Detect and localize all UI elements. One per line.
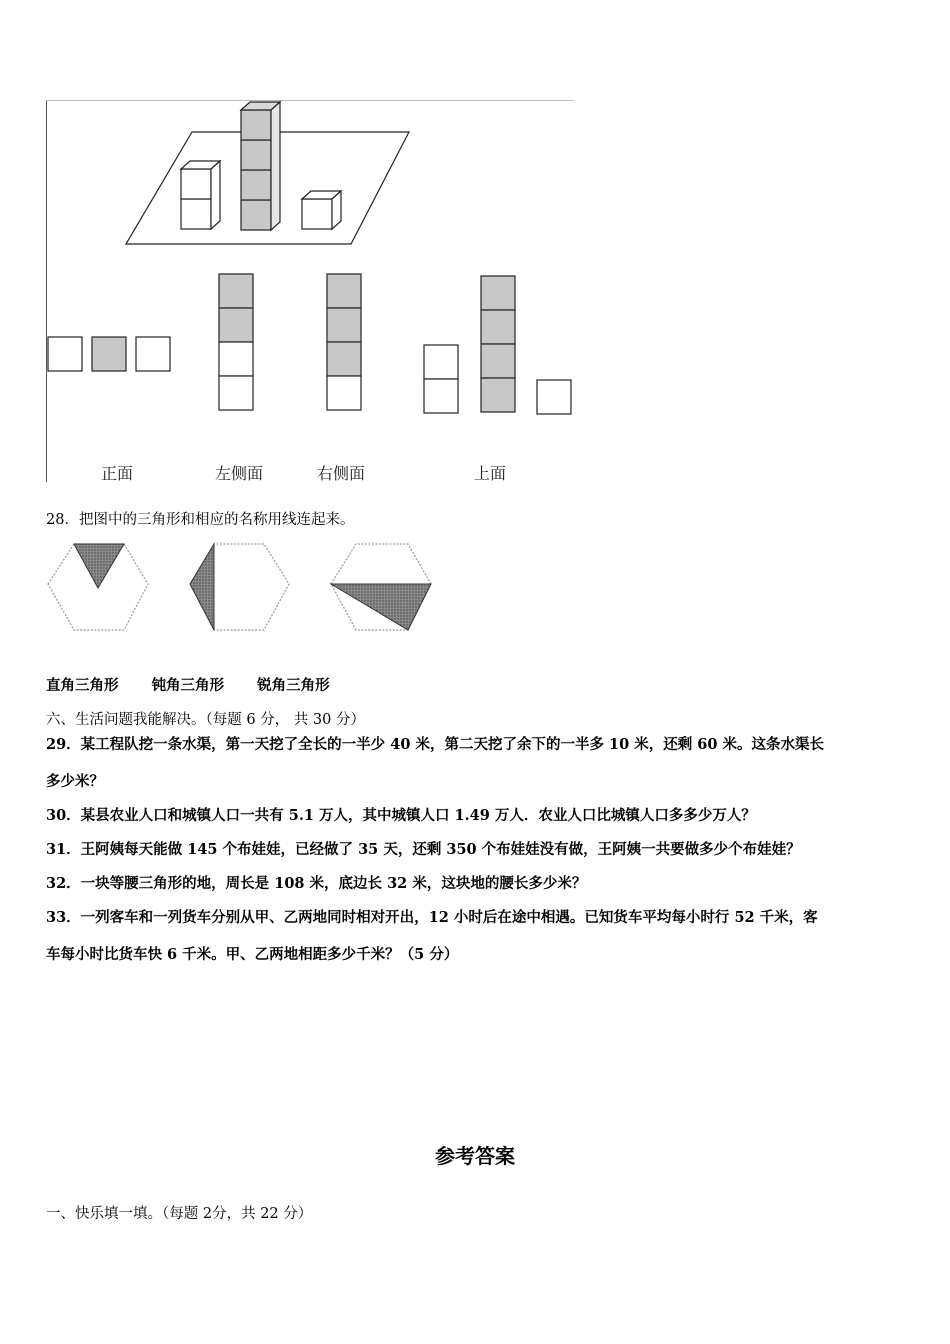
q28-text: 28．把图中的三角形和相应的名称用线连起来。 [46, 512, 355, 528]
name-acute-triangle: 锐角三角形 [257, 677, 330, 694]
front-view [48, 337, 170, 371]
q33-line2: 车每小时比货车快 6 千米。甲、乙两地相距多少千米？（5 分） [46, 946, 459, 963]
q31-text: 31．王阿姨每天能做 145 个布娃娃，已经做了 35 天，还剩 350 个布娃娃没有做，王阿姨一共要做多少个布娃娃？ [46, 841, 801, 858]
name-obtuse-triangle: 钝角三角形 [151, 677, 225, 694]
q29-line2: 多少米？ [46, 773, 104, 790]
hexagon-triangles-figure [46, 540, 446, 636]
answers-section1: 一、快乐填一填。（每题 2分，共 22 分） [46, 1206, 313, 1222]
hexagon-2 [190, 544, 289, 630]
right-side-view [327, 274, 361, 410]
view-label-left: 左侧面 [215, 464, 264, 483]
hexagon-3 [331, 544, 431, 630]
view-label-top: 上面 [474, 464, 507, 483]
q30-text: 30．某县农业人口和城镇人口一共有 5.1 万人，其中城镇人口 1.49 万人．农业人口比城镇人口多多少万人？ [46, 807, 756, 824]
triangle-names [46, 676, 358, 696]
cube-figure-drawing [46, 100, 574, 482]
top-view [424, 276, 571, 414]
q29-line1: 29．某工程队挖一条水渠，第一天挖了全长的一半少 40 米，第二天挖了余下的一半多 10 米，还剩 60 米。这条水渠长 [46, 736, 824, 753]
name-right-triangle: 直角三角形 [46, 677, 119, 694]
cube-stack-tall [241, 102, 280, 230]
view-label-right: 右侧面 [317, 464, 366, 483]
cube-stack-left [181, 161, 220, 229]
cube-single-right [302, 191, 341, 229]
view-label-front: 正面 [101, 464, 134, 483]
cube-views-figure [46, 100, 574, 482]
section6-heading: 六、生活问题我能解决。（每题 6 分， 共 30 分） [46, 712, 365, 728]
left-side-view [219, 274, 253, 410]
q32-text: 32．一块等腰三角形的地，周长是 108 米，底边长 32 米，这块地的腰长多少米？ [46, 875, 587, 892]
hexagon-1 [48, 544, 148, 630]
q33-line1: 33．一列客车和一列货车分别从甲、乙两地同时相对开出，12 小时后在途中相遇。已知货车平均每小时行 52 千米，客 [46, 909, 818, 926]
answers-title: 参考答案 [435, 1144, 515, 1168]
